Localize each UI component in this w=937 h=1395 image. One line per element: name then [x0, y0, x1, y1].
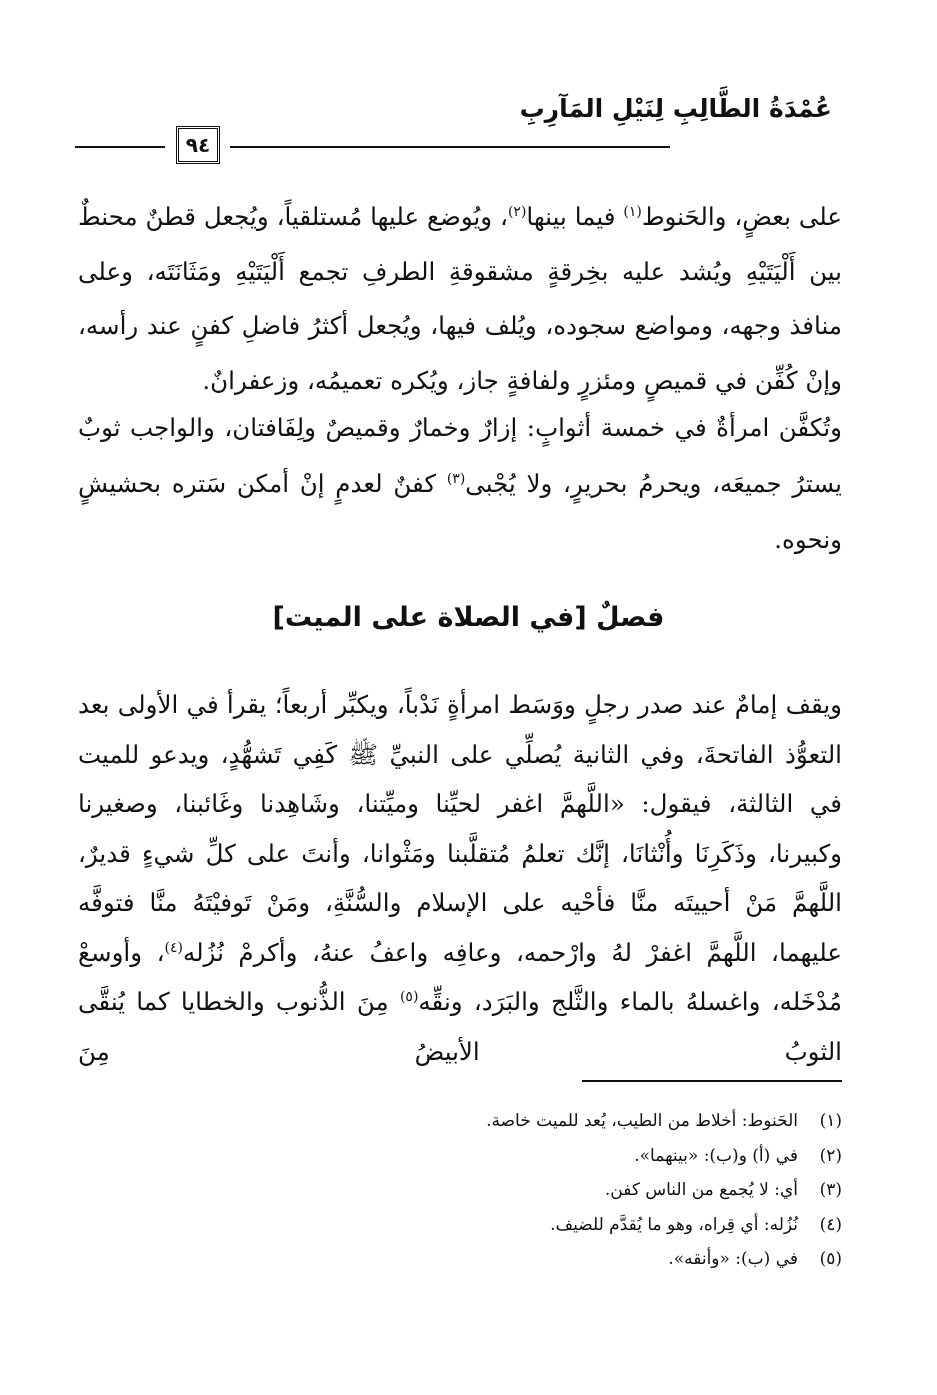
header-rule-left [75, 146, 165, 148]
paragraph-3-text: مِنَ الذُّنوب والخطايا كما يُنقَّى الثوبُ الأبيضُ مِنَ [78, 987, 842, 1066]
paragraph-3-text: ويقف إمامٌ عند صدر رجلٍ ووَسَط امرأةٍ نَدْباً، ويكبِّر أربعاً؛ يقرأ في الأولى بعد التعوُّذ الفاتحةَ، وفي الثانية يُصلِّي على النبيِّ ﷺ كَفِي تَشهُّدٍ، ويدعو للميت في الثالثة، فيقول: «اللَّهمَّ اغفر لحيِّنا وميِّتنا، وشَاهِدنا وغَائبنا، وصغيرنا وكبيرنا، وذَكَرِنَا وأُنْثانَا، إنَّك تعلمُ مُتقلَّبنا ومَثْوانا، وأنتَ على كلِّ شيءٍ قديرٌ، اللَّهمَّ مَنْ أحييتَه منَّا فأحْيه على الإسلام والسُّنَّةِ، ومَنْ تَوفيْتَهُ منَّا فتوفَّه عليهما، اللَّهمَّ اغفرْ لهُ وارْحمه، وعافِه واعفُ عنهُ، وأكرمْ نُزُله [78, 690, 842, 967]
footnote-item [95, 1104, 842, 1139]
footnote-separator [582, 1080, 842, 1082]
footnote-number: (٤) [819, 1214, 842, 1235]
paragraph-1-text: فيما بينها [526, 202, 624, 231]
paragraph-1-text: ، ويُوضع عليها مُستلقياً، ويُجعل قطنٌ محنطٌ بين أَلْيَتَيْهِ ويُشد عليه بخِرقةٍ مشقوقةِ الطرفِ تجمع أَلْيَتَيْهِ ومَثَانَتَه، وعلى منافذ وجهه، ومواضع سجوده، ويُلف فيها، ويُجعل أكثرُ فاضلِ كفنٍ عند رأسه، وإنْ كُفِّن في قميصٍ ومئزرٍ ولفافةٍ جاز، ويُكره تعميمُه، وزعفرانٌ. [78, 202, 842, 395]
footnote-text: الحَنوط: أخلاط من الطيب، يُعد للميت خاصة. [486, 1111, 798, 1131]
footnote-ref-1: (١) [623, 203, 642, 220]
section-heading: فصلٌ [في الصلاة على الميت] [272, 602, 665, 633]
footnote-ref-2: (٢) [507, 203, 527, 220]
running-title: عُمْدَةُ الطَّالِبِ لِنَيْلِ المَآرِبِ [519, 94, 832, 123]
footnote-number: (٣) [819, 1180, 842, 1200]
footnote-number: (١) [819, 1111, 842, 1131]
page-number: ٩٤ [176, 126, 220, 164]
footnote-text: في (ب): «وأنقه». [668, 1249, 798, 1269]
footnote-item [95, 1208, 842, 1243]
footnote-number: (٥) [819, 1249, 842, 1269]
header-rule-right [230, 146, 670, 148]
footnote-item [95, 1139, 842, 1174]
footnote-item [95, 1242, 842, 1277]
paragraph-3 [78, 680, 842, 1076]
paragraph-3-text: ، وأوسعْ مُدْخَله، واغسلهُ بالماء والثَّلج والبَرَد، ونقِّه [78, 937, 843, 1016]
paragraph-2-text: وتُكفَّن امرأةٌ في خمسة أثوابٍ: إزارٌ وخمارٌ وقميصٌ ولِفَافتان، والواجب ثوبٌ يسترُ جميعَه، ويحرمُ بحريرٍ، ولا يُجْبى [78, 413, 842, 498]
footnote-number: (٢) [819, 1145, 842, 1166]
footnote-item [95, 1173, 842, 1208]
paragraph-1-text: على بعضٍ، والحَنوط [641, 202, 842, 231]
footnote-text: في (أ) و(ب): «بينهما». [634, 1145, 798, 1166]
footnote-ref-5: (٥) [399, 988, 419, 1005]
footnote-ref-3: (٣) [446, 470, 466, 487]
paragraph-1 [78, 190, 842, 408]
footnote-text: نُزُله: أي قِراه، وهو ما يُقدَّم للضيف. [550, 1214, 798, 1235]
footnote-ref-4: (٤) [164, 939, 183, 956]
footnote-text: أي: لا يُجمع من الناس كفن. [604, 1180, 798, 1200]
footnotes [95, 1104, 842, 1277]
paragraph-2-text: كفنٌ لعدمٍ إنْ أمكن سَتره بحشيشٍ ونحوه. [78, 469, 842, 554]
paragraph-2 [78, 400, 842, 568]
